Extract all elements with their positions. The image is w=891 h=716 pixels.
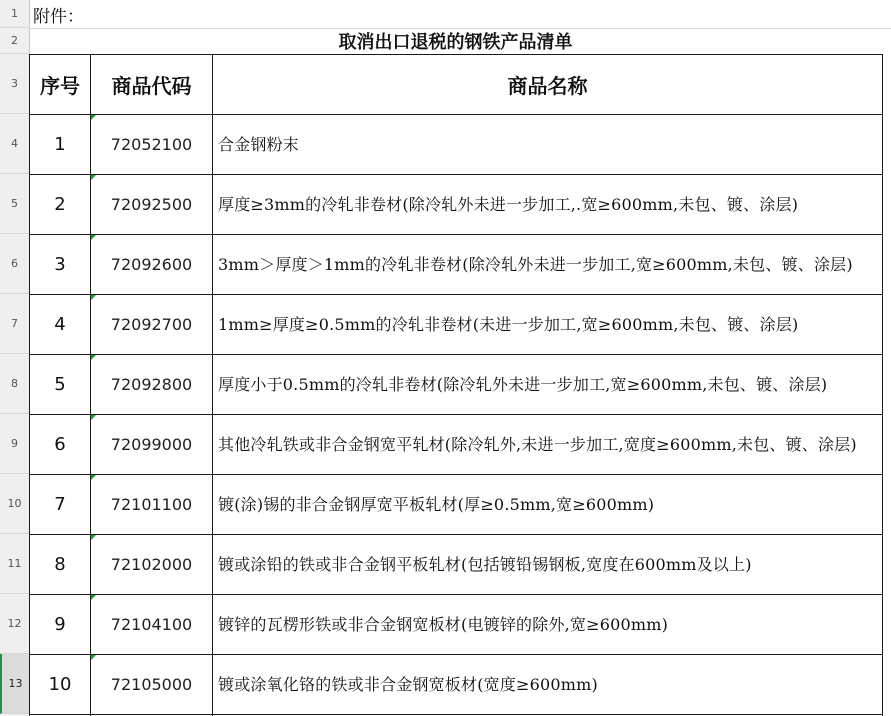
cell-seq[interactable]: 5 (54, 374, 66, 395)
cell-name[interactable]: 3mm＞厚度＞1mm的冷轧非卷材(除冷轧外未进一步加工,宽≥600mm,未包、镀、涂层) (218, 255, 853, 274)
cell-seq[interactable]: 7 (54, 494, 66, 515)
header-code[interactable]: 商品代码 (111, 74, 192, 98)
cell-code[interactable]: 72092500 (110, 195, 193, 214)
sheet-title[interactable]: 取消出口退税的钢铁产品清单 (338, 32, 573, 53)
header-seq[interactable]: 序号 (40, 74, 80, 98)
row-header[interactable]: 2 (0, 28, 29, 54)
row-header[interactable]: 1 (0, 0, 29, 28)
row-header[interactable]: 8 (0, 354, 29, 414)
row-header[interactable]: 10 (0, 474, 29, 534)
gridline (882, 54, 883, 716)
cell-name[interactable]: 镀或涂铅的铁或非合金钢平板轧材(包括镀铅锡钢板,宽度在600mm及以上) (218, 555, 752, 574)
cell-seq[interactable]: 6 (54, 434, 66, 455)
cell-name[interactable]: 厚度小于0.5mm的冷轧非卷材(除冷轧外未进一步加工,宽≥600mm,未包、镀、涂层) (218, 375, 828, 394)
cell-code[interactable]: 72092600 (110, 255, 193, 274)
cell-name[interactable]: 厚度≥3mm的冷轧非卷材(除冷轧外未进一步加工,.宽≥600mm,未包、镀、涂层) (218, 195, 799, 214)
cell-seq[interactable]: 1 (54, 134, 66, 155)
cell-seq[interactable]: 10 (48, 674, 72, 695)
cell-code[interactable]: 72092700 (110, 315, 193, 334)
cell-code[interactable]: 72104100 (110, 615, 193, 634)
cell-code[interactable]: 72099000 (110, 435, 193, 454)
cell-name[interactable]: 镀或涂氧化铬的铁或非合金钢宽板材(宽度≥600mm) (218, 675, 598, 694)
cell-name[interactable]: 镀锌的瓦楞形铁或非合金钢宽板材(电镀锌的除外,宽≥600mm) (218, 615, 669, 634)
cell-code[interactable]: 72101100 (110, 495, 193, 514)
row-header[interactable]: 4 (0, 114, 29, 174)
gridline (29, 714, 882, 715)
cell-name[interactable]: 1mm≥厚度≥0.5mm的冷轧非卷材(未进一步加工,宽≥600mm,未包、镀、涂层) (218, 315, 799, 334)
cell-seq[interactable]: 3 (54, 254, 66, 275)
cell-seq[interactable]: 8 (54, 554, 66, 575)
row-header[interactable]: 9 (0, 414, 29, 474)
cell-code[interactable]: 72105000 (110, 675, 193, 694)
cell-seq[interactable]: 9 (54, 614, 66, 635)
cell-code[interactable]: 72052100 (110, 135, 193, 154)
row-header[interactable]: 6 (0, 234, 29, 294)
row-header[interactable]: 11 (0, 534, 29, 594)
row-header[interactable]: 12 (0, 594, 29, 654)
header-name[interactable]: 商品名称 (507, 74, 588, 98)
cell-code[interactable]: 72092800 (110, 375, 193, 394)
cell-name[interactable]: 其他冷轧铁或非合金钢宽平轧材(除冷轧外,未进一步加工,宽度≥600mm,未包、镀、涂层) (218, 435, 857, 454)
cell-code[interactable]: 72102000 (110, 555, 193, 574)
cell-seq[interactable]: 2 (54, 194, 66, 215)
cell-name[interactable]: 合金钢粉末 (218, 135, 300, 154)
row-header[interactable]: 7 (0, 294, 29, 354)
row-header[interactable]: 5 (0, 174, 29, 234)
row-header[interactable]: 3 (0, 54, 29, 114)
attachment-label[interactable]: 附件： (33, 6, 84, 27)
row-header-selected[interactable]: 13 (0, 654, 29, 714)
cell-name[interactable]: 镀(涂)锡的非合金钢厚宽平板轧材(厚≥0.5mm,宽≥600mm) (218, 495, 655, 514)
cell-seq[interactable]: 4 (54, 314, 66, 335)
